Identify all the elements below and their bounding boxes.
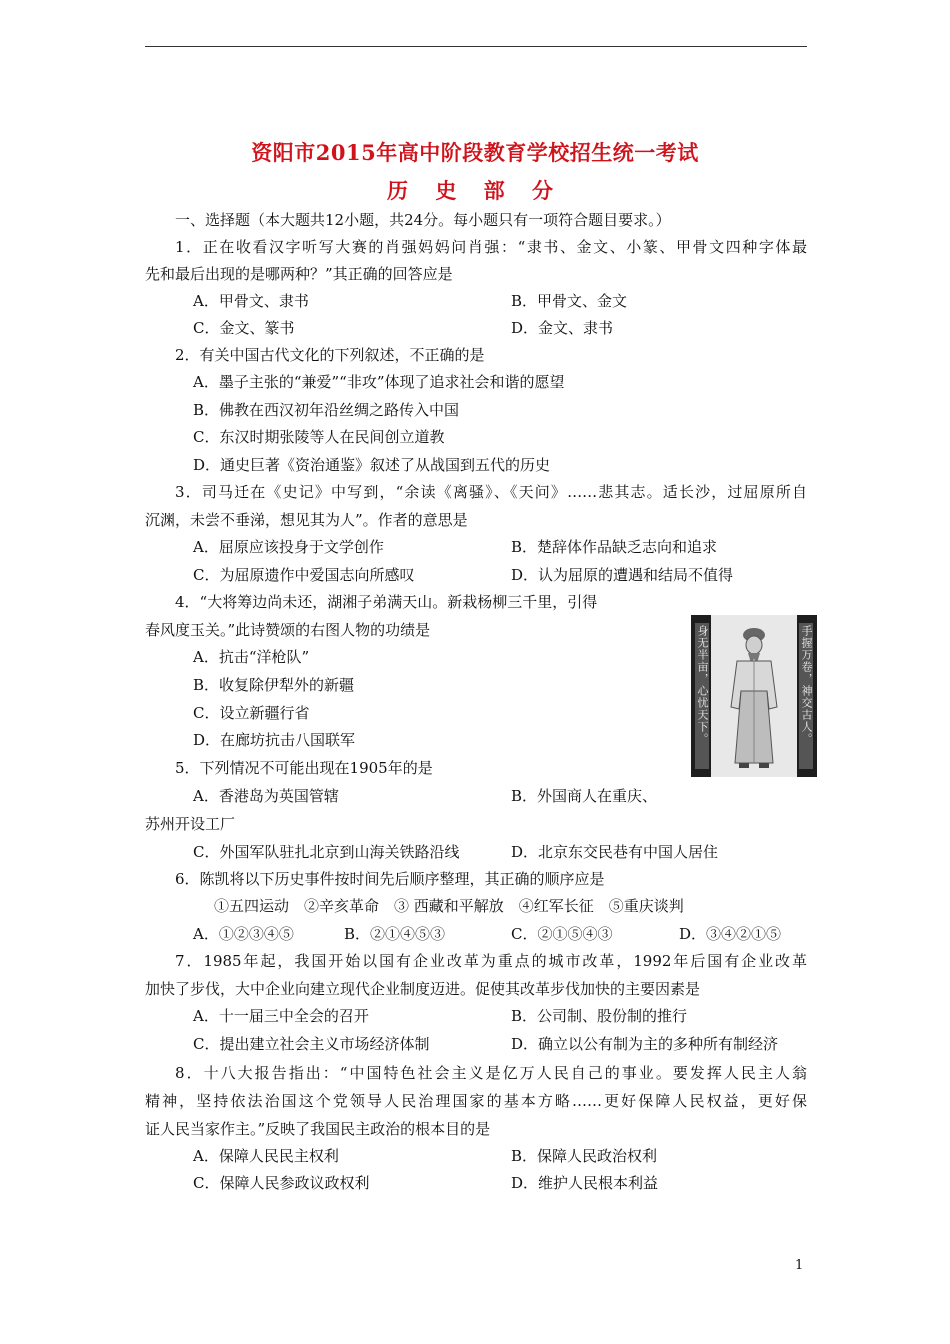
q5-option-d: D．北京东交民巷有中国人居住	[511, 843, 719, 861]
q1-option-d: D．金文、隶书	[511, 319, 614, 337]
page-number: 1	[795, 1258, 804, 1273]
left-banner-text: 身无半亩，心忧天下。	[696, 625, 709, 745]
q1-stem-line1: 1．正在收看汉字听写大赛的肖强妈妈问肖强：“隶书、金文、小篆、甲骨文四种字体最	[175, 238, 807, 256]
q5-option-c: C．外国军队驻扎北京到山海关铁路沿线	[193, 843, 460, 861]
q3-option-d: D．认为屈原的遭遇和结局不值得	[511, 566, 734, 584]
q7-option-b: B．公司制、股份制的推行	[511, 1007, 688, 1025]
q6-option-b: B．②①④⑤③	[344, 925, 446, 943]
q2-option-b: B．佛教在西汉初年沿丝绸之路传入中国	[193, 401, 460, 419]
q1-stem-line2: 先和最后出现的是哪两种？”其正确的回答应是	[145, 265, 453, 283]
q5-option-b: B．外国商人在重庆、	[511, 787, 658, 805]
q8-option-a: A．保障人民民主权利	[193, 1147, 339, 1165]
q3-stem-line2: 沉渊，未尝不垂涕，想见其为人”。作者的意思是	[145, 511, 468, 529]
q2-option-a: A．墨子主张的“兼爱”“非攻”体现了追求社会和谐的愿望	[193, 373, 565, 391]
q8-stem-line3: 证人民当家作主。”反映了我国民主政治的根本目的是	[145, 1120, 491, 1138]
q1-option-a: A．甲骨文、隶书	[193, 292, 309, 310]
q6-option-d: D．③④②①⑤	[679, 925, 782, 943]
q4-stem-line1: 4．“大将筹边尚未还，湖湘子弟满天山。新栽杨柳三千里，引得	[175, 593, 598, 611]
header-rule	[145, 46, 807, 47]
q8-option-b: B．保障人民政治权利	[511, 1147, 658, 1165]
q2-stem: 2．有关中国古代文化的下列叙述，不正确的是	[175, 346, 485, 364]
q2-option-c: C．东汉时期张陵等人在民间创立道教	[193, 428, 445, 446]
q4-option-c: C．设立新疆行省	[193, 704, 310, 722]
right-banner-text: 手握万卷，神交古人。	[800, 625, 813, 745]
q7-stem-line2: 加快了步伐，大中企业向建立现代企业制度迈进。促使其改革步伐加快的主要因素是	[145, 980, 701, 998]
q6-option-c: C．②①⑤④③	[511, 925, 613, 943]
q7-stem-line1: 7．1985年起，我国开始以国有企业改革为重点的城市改革，1992年后国有企业改革	[175, 952, 807, 970]
q5-option-b-cont: 苏州开设工厂	[145, 815, 236, 833]
q6-stem: 6．陈凯将以下历史事件按时间先后顺序整理，其正确的顺序应是	[175, 870, 605, 888]
q4-stem-line2: 春风度玉关。”此诗赞颂的右图人物的功绩是	[145, 621, 431, 639]
exam-title: 资阳市2015年高中阶段教育学校招生统一考试	[251, 140, 699, 165]
q5-stem: 5．下列情况不可能出现在1905年的是	[175, 759, 433, 777]
q8-stem-line1: 8．十八大报告指出：“中国特色社会主义是亿万人民自己的事业。要发挥人民主人翁	[175, 1064, 807, 1082]
q1-option-c: C．金文、篆书	[193, 319, 295, 337]
q3-option-c: C．为屈原遗作中爱国志向所感叹	[193, 566, 415, 584]
q3-option-b: B．楚辞体作品缺乏志向和追求	[511, 538, 718, 556]
q4-option-a: A．抗击“洋枪队”	[193, 648, 310, 666]
q7-option-a: A．十一届三中全会的召开	[193, 1007, 369, 1025]
q2-option-d: D．通史巨著《资治通鉴》叙述了从战国到五代的历史	[193, 456, 551, 474]
q7-option-d: D．确立以公有制为主的多种所有制经济	[511, 1035, 779, 1053]
q4-option-d: D．在廊坊抗击八国联军	[193, 731, 356, 749]
section-heading: 一、选择题（本大题共12小题，共24分。每小题只有一项符合题目要求。）	[175, 211, 671, 229]
q4-option-b: B．收复除伊犁外的新疆	[193, 676, 355, 694]
figure-drawing	[711, 615, 797, 777]
q6-option-a: A．①②③④⑤	[193, 925, 294, 943]
q3-option-a: A．屈原应该投身于文学创作	[193, 538, 384, 556]
q3-stem-line1: 3．司马迁在《史记》中写到，“余读《离骚》、《天问》……悲其志。适长沙，过屈原所自	[175, 483, 807, 501]
exam-subtitle: 历 史 部 分	[387, 178, 563, 203]
q8-option-c: C．保障人民参政议政权利	[193, 1174, 370, 1192]
q6-event-list: ①五四运动 ②辛亥革命 ③ 西藏和平解放 ④红军长征 ⑤重庆谈判	[214, 897, 684, 915]
q8-option-d: D．维护人民根本利益	[511, 1174, 659, 1192]
q8-stem-line2: 精神，坚持依法治国这个党领导人民治理国家的基本方略……更好保障人民权益，更好保	[145, 1092, 807, 1110]
q5-option-a: A．香港岛为英国管辖	[193, 787, 339, 805]
q1-option-b: B．甲骨文、金文	[511, 292, 628, 310]
q7-option-c: C．提出建立社会主义市场经济体制	[193, 1035, 430, 1053]
portrait-figure	[691, 615, 817, 777]
